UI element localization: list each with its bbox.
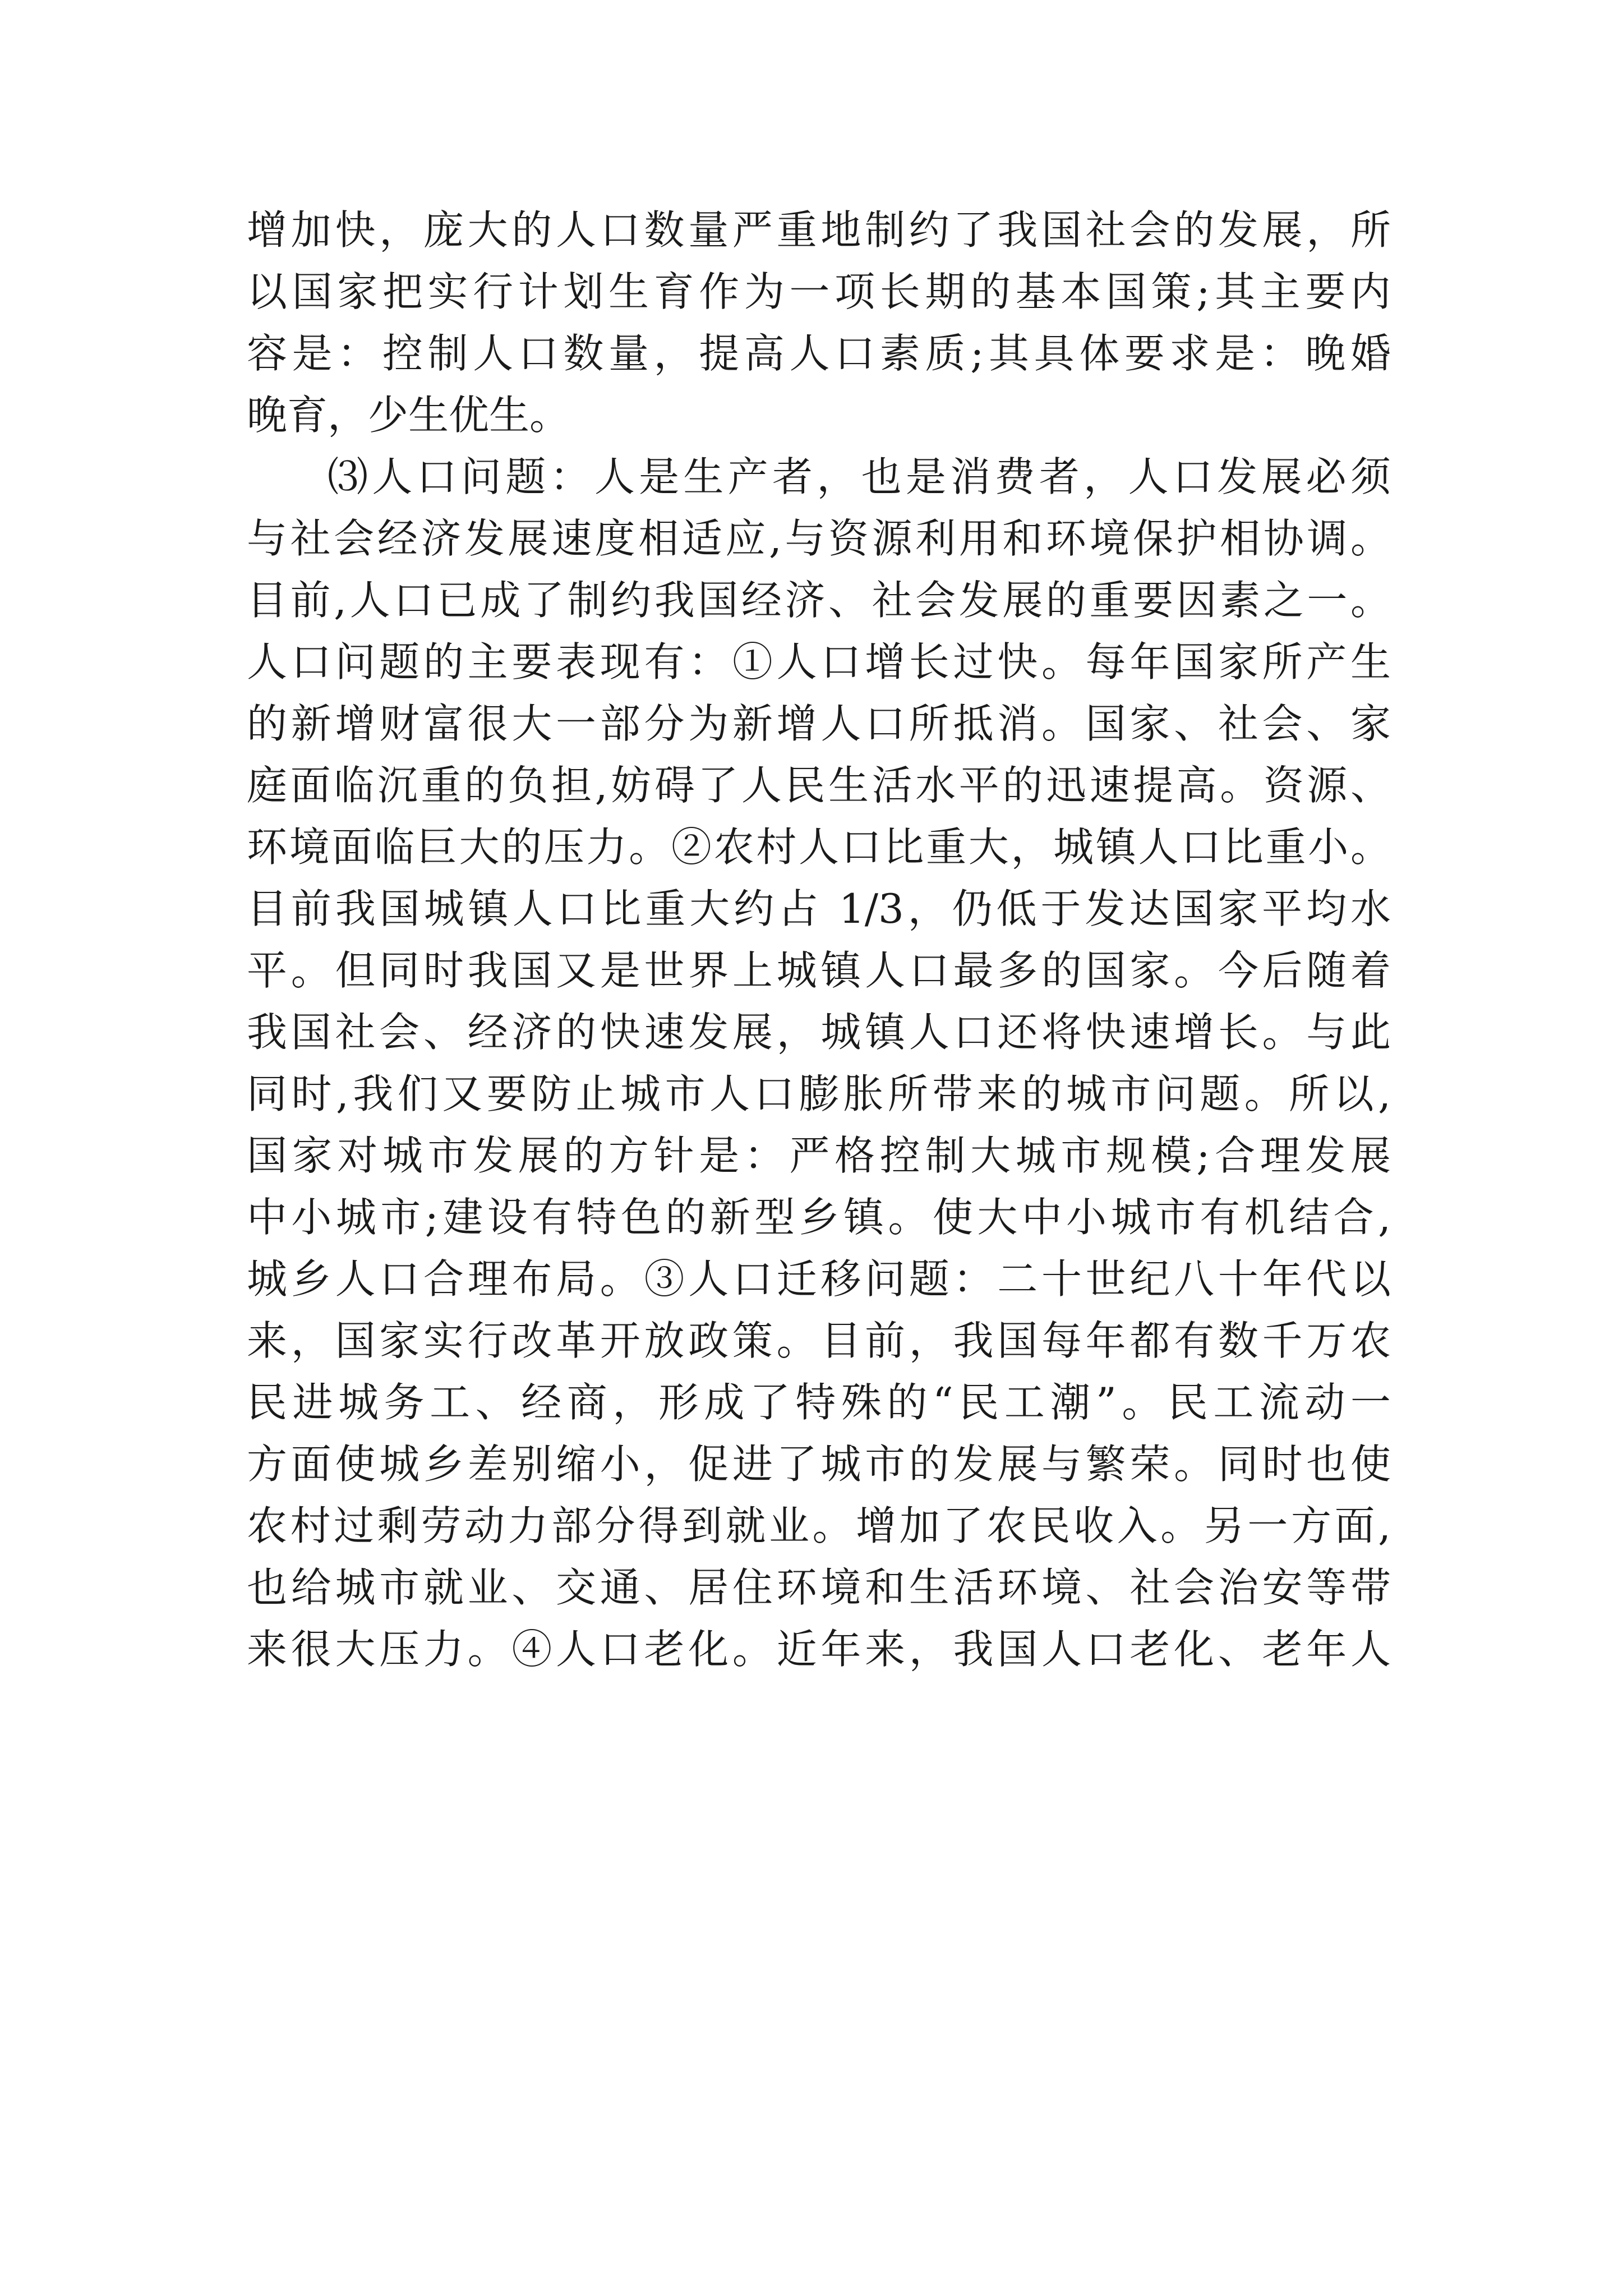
text-line: 与社会经济发展速度相适应,与资源利用和环境保护相协调。 (247, 515, 1391, 562)
text-line: 来很大压力。④人口老化。近年来，我国人口老化、老年人 (247, 1626, 1391, 1673)
text-line: 环境面临巨大的压力。②农村人口比重大，城镇人口比重小。 (247, 823, 1391, 871)
paragraph-start-line: ⑶人口问题：人是生产者，也是消费者，人口发展必须 (328, 453, 1391, 500)
text-line: 农村过剩劳动力部分得到就业。增加了农民收入。另一方面, (247, 1502, 1391, 1549)
text-line: 国家对城市发展的方针是：严格控制大城市规模;合理发展 (247, 1132, 1391, 1179)
text-line: 以国家把实行计划生育作为一项长期的基本国策;其主要内 (247, 268, 1391, 315)
text-line: 也给城市就业、交通、居住环境和生活环境、社会治安等带 (247, 1564, 1391, 1611)
text-line: 目前,人口已成了制约我国经济、社会发展的重要因素之一。 (247, 577, 1391, 624)
text-line: 方面使城乡差别缩小，促进了城市的发展与繁荣。同时也使 (247, 1441, 1391, 1488)
text-line: 容是：控制人口数量，提高人口素质;其具体要求是：晚婚 (247, 330, 1391, 377)
text-line: 人口问题的主要表现有：①人口增长过快。每年国家所产生 (247, 638, 1391, 685)
body-text (247, 199, 1391, 1680)
text-line: 同时,我们又要防止城市人口膨胀所带来的城市问题。所以, (247, 1070, 1391, 1117)
text-line: 目前我国城镇人口比重大约占 1/3，仍低于发达国家平均水 (247, 885, 1391, 932)
text-line: 的新增财富很大一部分为新增人口所抵消。国家、社会、家 (247, 700, 1391, 747)
text-line: 中小城市;建设有特色的新型乡镇。使大中小城市有机结合, (247, 1194, 1391, 1241)
text-line: 庭面临沉重的负担,妨碍了人民生活水平的迅速提高。资源、 (247, 762, 1391, 809)
paragraph-end-line: 晚育，少生优生。 (247, 392, 570, 439)
text-line: 增加快，庞大的人口数量严重地制约了我国社会的发展，所 (247, 206, 1391, 254)
text-line: 平。但同时我国又是世界上城镇人口最多的国家。今后随着 (247, 947, 1391, 994)
text-line: 民进城务工、经商，形成了特殊的“民工潮”。民工流动一 (247, 1379, 1391, 1426)
text-line: 城乡人口合理布局。③人口迁移问题：二十世纪八十年代以 (247, 1255, 1391, 1303)
text-line: 来，国家实行改革开放政策。目前，我国每年都有数千万农 (247, 1317, 1391, 1364)
text-line: 我国社会、经济的快速发展，城镇人口还将快速增长。与此 (247, 1009, 1391, 1056)
